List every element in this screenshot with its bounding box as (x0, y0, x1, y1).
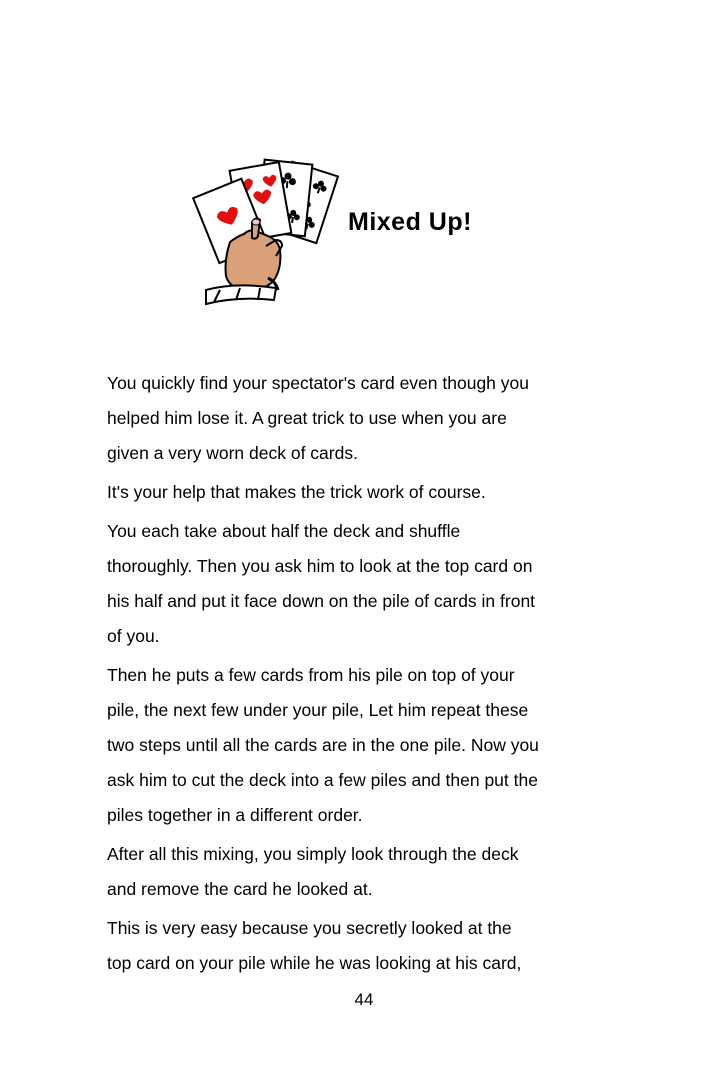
text-line: top card on your pile while he was looking at his card, (107, 953, 522, 973)
paragraph (107, 475, 617, 510)
text-line: ask him to cut the deck into a few piles and then put the (107, 770, 538, 790)
paragraph (107, 366, 617, 471)
text-line: piles together in a different order. (107, 805, 363, 825)
text-line: thoroughly. Then you ask him to look at the top card on (107, 556, 533, 576)
page-number: 44 (354, 990, 374, 1009)
text-line: his half and put it face down on the pile of cards in front (107, 591, 536, 611)
text-line: helped him lose it. A great trick to use when you are (107, 408, 507, 428)
text-line: You quickly find your spectator's card even though you (107, 373, 529, 393)
paragraph (107, 658, 617, 833)
text-line: After all this mixing, you simply look through the deck (107, 844, 519, 864)
paragraph (107, 514, 617, 654)
hand-holding-cards-icon (190, 150, 340, 310)
text-line: of you. (107, 626, 160, 646)
paragraph (107, 837, 617, 907)
text-line: given a very worn deck of cards. (107, 443, 358, 463)
text-line: and remove the card he looked at. (107, 879, 373, 899)
text-line: It's your help that makes the trick work of course. (107, 482, 486, 502)
body-text (107, 366, 617, 985)
text-line: two steps until all the cards are in the one pile. Now you (107, 735, 539, 755)
paragraph (107, 911, 617, 981)
text-line: Then he puts a few cards from his pile on top of your (107, 665, 515, 685)
page-title: Mixed Up! (348, 208, 472, 236)
text-line: pile, the next few under your pile, Let him repeat these (107, 700, 529, 720)
text-line: This is very easy because you secretly looked at the (107, 918, 512, 938)
text-line: You each take about half the deck and shuffle (107, 521, 461, 541)
